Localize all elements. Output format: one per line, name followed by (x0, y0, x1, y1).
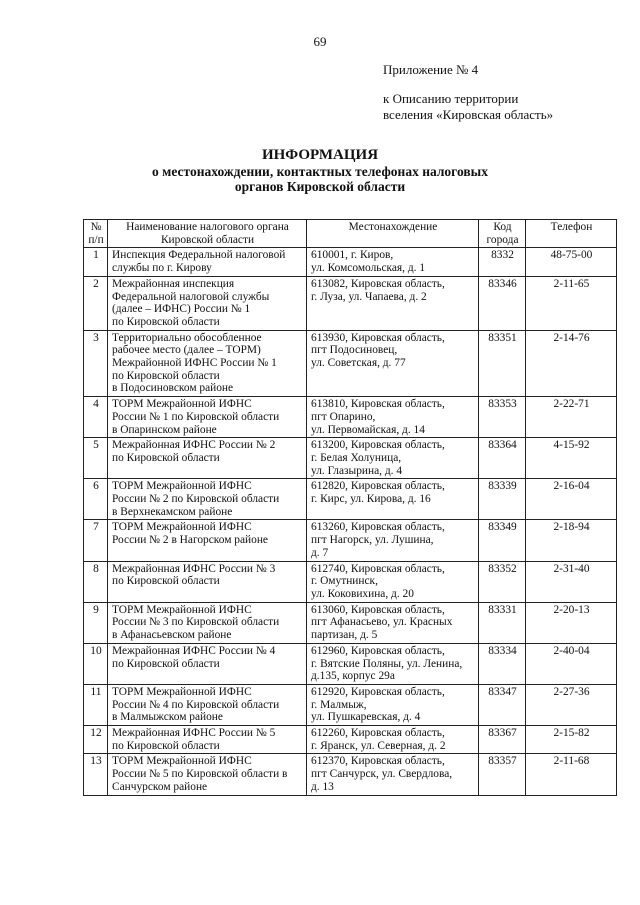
cell-number: 4 (84, 397, 108, 438)
cell-phone: 2-11-68 (526, 754, 617, 795)
cell-code: 83346 (479, 276, 526, 330)
cell-number: 6 (84, 479, 108, 520)
cell-number: 7 (84, 520, 108, 561)
cell-code: 83349 (479, 520, 526, 561)
cell-code: 8332 (479, 248, 526, 276)
cell-location: 610001, г. Киров, ул. Комсомольская, д. 1 (307, 248, 479, 276)
column-header-number: № п/п (84, 220, 108, 248)
table-row (84, 397, 617, 438)
cell-location: 613200, Кировская область, г. Белая Холуница, ул. Глазырина, д. 4 (307, 438, 479, 479)
tax-offices-table (83, 219, 617, 796)
cell-phone: 48-75-00 (526, 248, 617, 276)
cell-code: 83351 (479, 330, 526, 397)
cell-location: 612260, Кировская область, г. Яранск, ул. Северная, д. 2 (307, 726, 479, 754)
table-row (84, 602, 617, 643)
cell-name: ТОРМ Межрайонной ИФНС России № 5 по Кировской области в Санчурском районе (108, 754, 307, 795)
cell-code: 83334 (479, 643, 526, 684)
cell-location: 612740, Кировская область, г. Омутнинск, ул. Коковихина, д. 20 (307, 561, 479, 602)
cell-location: 612370, Кировская область, пгт Санчурск, ул. Свердлова, д. 13 (307, 754, 479, 795)
table-row (84, 438, 617, 479)
cell-number: 5 (84, 438, 108, 479)
cell-name: ТОРМ Межрайонной ИФНС России № 2 в Нагорском районе (108, 520, 307, 561)
heading-line-2: органов Кировской области (234, 179, 406, 194)
appendix-line-2: вселения «Кировская область» (383, 107, 554, 122)
table-row (84, 276, 617, 330)
cell-name: ТОРМ Межрайонной ИФНС России № 4 по Кировской области в Малмыжском районе (108, 684, 307, 725)
table-row (84, 726, 617, 754)
cell-code: 83353 (479, 397, 526, 438)
column-header-phone: Телефон (526, 220, 617, 248)
cell-number: 2 (84, 276, 108, 330)
cell-number: 10 (84, 643, 108, 684)
cell-phone: 2-15-82 (526, 726, 617, 754)
page-number: 69 (313, 34, 327, 49)
cell-phone: 2-31-40 (526, 561, 617, 602)
cell-phone: 2-22-71 (526, 397, 617, 438)
table-row (84, 561, 617, 602)
cell-location: 613930, Кировская область, пгт Подосиновец, ул. Советская, д. 77 (307, 330, 479, 397)
cell-location: 613810, Кировская область, пгт Опарино, ул. Первомайская, д. 14 (307, 397, 479, 438)
cell-name: Межрайонная инспекция Федеральной налоговой службы (далее – ИФНС) России № 1 по Кировской области (108, 276, 307, 330)
cell-location: 613260, Кировская область, пгт Нагорск, ул. Лушина, д. 7 (307, 520, 479, 561)
appendix-note (383, 62, 553, 123)
table-row (84, 520, 617, 561)
column-header-location: Местонахождение (307, 220, 479, 248)
cell-phone: 2-20-13 (526, 602, 617, 643)
cell-location: 612820, Кировская область, г. Кирс, ул. Кирова, д. 16 (307, 479, 479, 520)
heading-line-1: о местонахождении, контактных телефонах налоговых (152, 164, 488, 179)
table-row (84, 248, 617, 276)
cell-code: 83347 (479, 684, 526, 725)
appendix-line-1: к Описанию территории (383, 91, 519, 106)
cell-name: ТОРМ Межрайонной ИФНС России № 1 по Кировской области в Опаринском районе (108, 397, 307, 438)
cell-number: 12 (84, 726, 108, 754)
document-heading (0, 147, 640, 194)
table-header-row (84, 220, 617, 248)
cell-location: 612920, Кировская область, г. Малмыж, ул. Пушкаревская, д. 4 (307, 684, 479, 725)
cell-number: 13 (84, 754, 108, 795)
cell-phone: 4-15-92 (526, 438, 617, 479)
cell-number: 8 (84, 561, 108, 602)
heading-title: ИНФОРМАЦИЯ (261, 147, 379, 163)
cell-code: 83352 (479, 561, 526, 602)
cell-name: ТОРМ Межрайонной ИФНС России № 3 по Кировской области в Афанасьевском районе (108, 602, 307, 643)
table-row (84, 754, 617, 795)
cell-code: 83357 (479, 754, 526, 795)
appendix-title: Приложение № 4 (383, 62, 479, 77)
cell-location: 612960, Кировская область, г. Вятские Поляны, ул. Ленина, д.135, корпус 29а (307, 643, 479, 684)
cell-code: 83331 (479, 602, 526, 643)
cell-number: 11 (84, 684, 108, 725)
cell-name: Инспекция Федеральной налоговой службы по г. Кирову (108, 248, 307, 276)
cell-number: 1 (84, 248, 108, 276)
cell-phone: 2-16-04 (526, 479, 617, 520)
cell-name: Межрайонная ИФНС России № 4 по Кировской области (108, 643, 307, 684)
cell-name: Территориально обособленное рабочее место (далее – ТОРМ) Межрайонной ИФНС России № 1 по Кировской области в Подосиновском районе (108, 330, 307, 397)
cell-number: 3 (84, 330, 108, 397)
cell-location: 613082, Кировская область, г. Луза, ул. Чапаева, д. 2 (307, 276, 479, 330)
cell-code: 83364 (479, 438, 526, 479)
cell-phone: 2-18-94 (526, 520, 617, 561)
cell-phone: 2-14-76 (526, 330, 617, 397)
cell-location: 613060, Кировская область, пгт Афанасьево, ул. Красных партизан, д. 5 (307, 602, 479, 643)
cell-name: ТОРМ Межрайонной ИФНС России № 2 по Кировской области в Верхнекамском районе (108, 479, 307, 520)
cell-phone: 2-27-36 (526, 684, 617, 725)
table-row (84, 643, 617, 684)
table-row (84, 479, 617, 520)
cell-name: Межрайонная ИФНС России № 5 по Кировской области (108, 726, 307, 754)
cell-number: 9 (84, 602, 108, 643)
column-header-code: Код города (479, 220, 526, 248)
table-row (84, 330, 617, 397)
table-row (84, 684, 617, 725)
cell-code: 83339 (479, 479, 526, 520)
cell-phone: 2-11-65 (526, 276, 617, 330)
cell-name: Межрайонная ИФНС России № 3 по Кировской области (108, 561, 307, 602)
cell-code: 83367 (479, 726, 526, 754)
column-header-name: Наименование налогового органа Кировской области (108, 220, 307, 248)
cell-phone: 2-40-04 (526, 643, 617, 684)
cell-name: Межрайонная ИФНС России № 2 по Кировской области (108, 438, 307, 479)
